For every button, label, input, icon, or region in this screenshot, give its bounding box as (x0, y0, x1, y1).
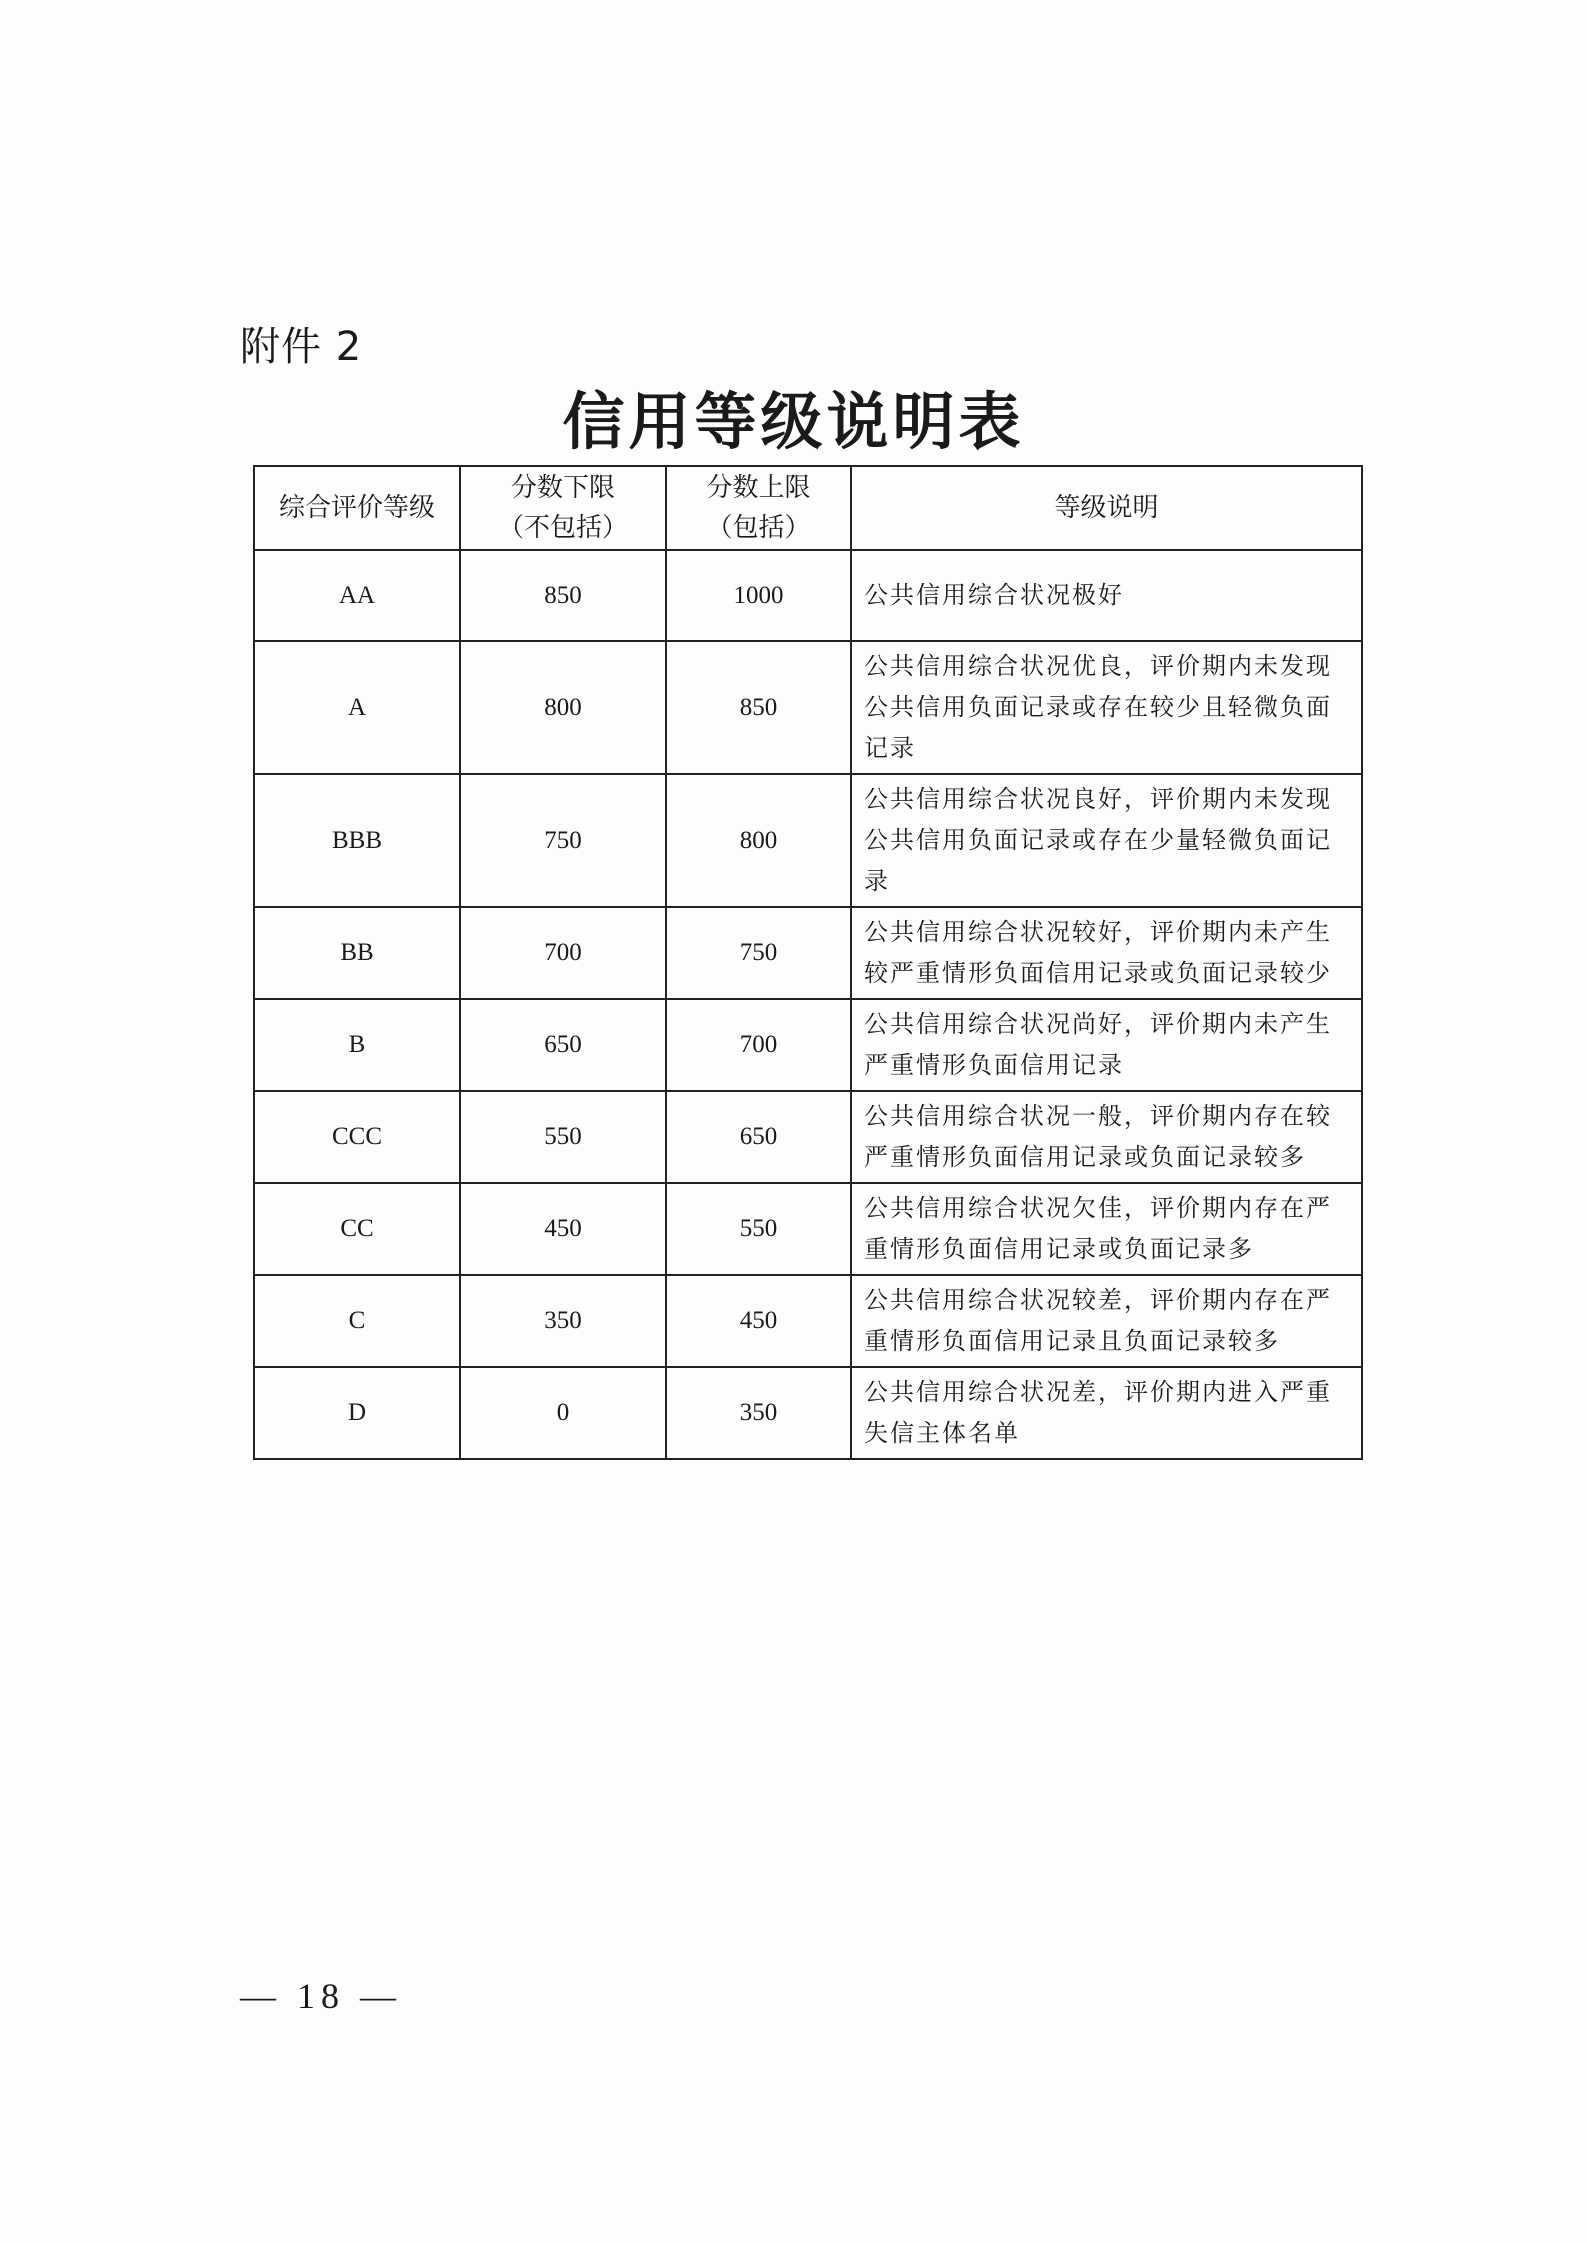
upper-bound-cell: 650 (666, 1091, 851, 1183)
grade-cell: C (254, 1275, 460, 1367)
upper-bound-cell: 450 (666, 1275, 851, 1367)
grade-cell: D (254, 1367, 460, 1459)
description-cell: 公共信用综合状况一般，评价期内存在较严重情形负面信用记录或负面记录较多 (851, 1091, 1362, 1183)
lower-bound-cell: 800 (460, 641, 666, 774)
lower-bound-cell: 450 (460, 1183, 666, 1275)
upper-bound-cell: 1000 (666, 550, 851, 641)
lower-bound-cell: 650 (460, 999, 666, 1091)
header-upper-bound: 分数上限 （包括） (666, 466, 851, 550)
upper-bound-cell: 850 (666, 641, 851, 774)
table-row (254, 999, 1362, 1091)
description-cell: 公共信用综合状况极好 (851, 550, 1362, 641)
upper-bound-cell: 550 (666, 1183, 851, 1275)
upper-bound-cell: 700 (666, 999, 851, 1091)
lower-bound-cell: 750 (460, 774, 666, 907)
table-row (254, 1275, 1362, 1367)
lower-bound-cell: 850 (460, 550, 666, 641)
table-row (254, 550, 1362, 641)
lower-bound-cell: 0 (460, 1367, 666, 1459)
attachment-label: 附件 2 (240, 324, 363, 370)
grade-cell: BBB (254, 774, 460, 907)
header-grade: 综合评价等级 (254, 466, 460, 550)
description-cell: 公共信用综合状况良好，评价期内未发现公共信用负面记录或存在少量轻微负面记录 (851, 774, 1362, 907)
lower-bound-cell: 700 (460, 907, 666, 999)
grade-cell: CC (254, 1183, 460, 1275)
header-lower-bound: 分数下限 （不包括） (460, 466, 666, 550)
table-row (254, 1183, 1362, 1275)
grade-cell: A (254, 641, 460, 774)
page-number: — 18 — (240, 1976, 402, 2016)
grade-cell: BB (254, 907, 460, 999)
grade-cell: CCC (254, 1091, 460, 1183)
upper-bound-cell: 800 (666, 774, 851, 907)
lower-bound-cell: 350 (460, 1275, 666, 1367)
description-cell: 公共信用综合状况尚好，评价期内未产生严重情形负面信用记录 (851, 999, 1362, 1091)
table-row (254, 1091, 1362, 1183)
grade-cell: AA (254, 550, 460, 641)
description-cell: 公共信用综合状况差，评价期内进入严重失信主体名单 (851, 1367, 1362, 1459)
credit-grade-table (253, 465, 1363, 1460)
table-row (254, 641, 1362, 774)
lower-bound-cell: 550 (460, 1091, 666, 1183)
description-cell: 公共信用综合状况较好，评价期内未产生较严重情形负面信用记录或负面记录较少 (851, 907, 1362, 999)
table-row (254, 1367, 1362, 1459)
upper-bound-cell: 750 (666, 907, 851, 999)
description-cell: 公共信用综合状况优良，评价期内未发现公共信用负面记录或存在较少且轻微负面记录 (851, 641, 1362, 774)
header-description: 等级说明 (851, 466, 1362, 550)
table-header-row (254, 466, 1362, 550)
page-title: 信用等级说明表 (562, 385, 1025, 458)
grade-cell: B (254, 999, 460, 1091)
upper-bound-cell: 350 (666, 1367, 851, 1459)
description-cell: 公共信用综合状况较差，评价期内存在严重情形负面信用记录且负面记录较多 (851, 1275, 1362, 1367)
table-row (254, 774, 1362, 907)
description-cell: 公共信用综合状况欠佳，评价期内存在严重情形负面信用记录或负面记录多 (851, 1183, 1362, 1275)
table-row (254, 907, 1362, 999)
